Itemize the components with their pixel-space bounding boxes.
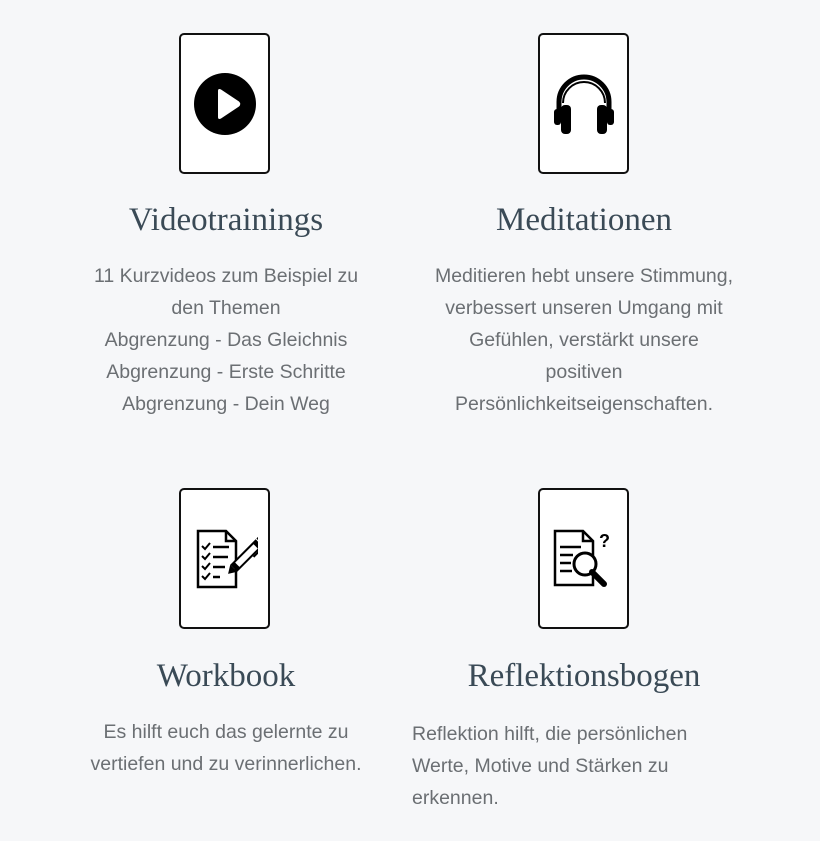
- description-line: Gefühlen, verstärkt unsere: [469, 329, 699, 351]
- description-line: Abgrenzung - Erste Schritte: [106, 361, 346, 383]
- feature-title: Reflektionsbogen: [467, 658, 701, 694]
- feature-meditationen: [404, 0, 764, 430]
- feature-description: [404, 260, 764, 420]
- description-line: Abgrenzung - Das Gleichnis: [104, 329, 348, 351]
- play-icon: [193, 72, 257, 136]
- feature-title: Meditationen: [496, 202, 672, 238]
- description-line: Es hilft euch das gelernte zu: [103, 721, 349, 743]
- description-line: positiven: [545, 361, 623, 383]
- description-line: Werte, Motive und Stärken zu: [412, 755, 669, 777]
- description-line: Meditieren hebt unsere Stimmung,: [434, 265, 734, 287]
- feature-title: Videotrainings: [128, 202, 324, 238]
- feature-description: [412, 718, 764, 814]
- description-line: vertiefen und zu verinnerlichen.: [90, 753, 362, 775]
- description-line: Abgrenzung - Dein Weg: [122, 393, 330, 415]
- checklist-pen-icon: [192, 527, 258, 591]
- feature-description: [46, 716, 406, 780]
- headphones-icon: [551, 72, 617, 136]
- reflection-card: [538, 488, 629, 629]
- feature-videotrainings: [46, 0, 406, 430]
- meditation-card: [538, 33, 629, 174]
- description-line: 11 Kurzvideos zum Beispiel zu: [93, 265, 359, 287]
- feature-title: Workbook: [156, 658, 296, 694]
- feature-reflektionsbogen: [404, 430, 764, 841]
- feature-workbook: [46, 430, 406, 841]
- workbook-card: [179, 488, 270, 629]
- description-line: Reflektion hilft, die persönlichen: [412, 723, 688, 745]
- video-card: [179, 33, 270, 174]
- description-line: den Themen: [171, 297, 281, 319]
- description-line: verbessert unseren Umgang mit: [445, 297, 723, 319]
- feature-description: [46, 260, 406, 420]
- description-line: Persönlichkeitseigenschaften.: [455, 393, 713, 415]
- description-line: erkennen.: [412, 787, 499, 809]
- document-search-icon: [551, 527, 617, 591]
- svg-text:?: ?: [598, 530, 610, 551]
